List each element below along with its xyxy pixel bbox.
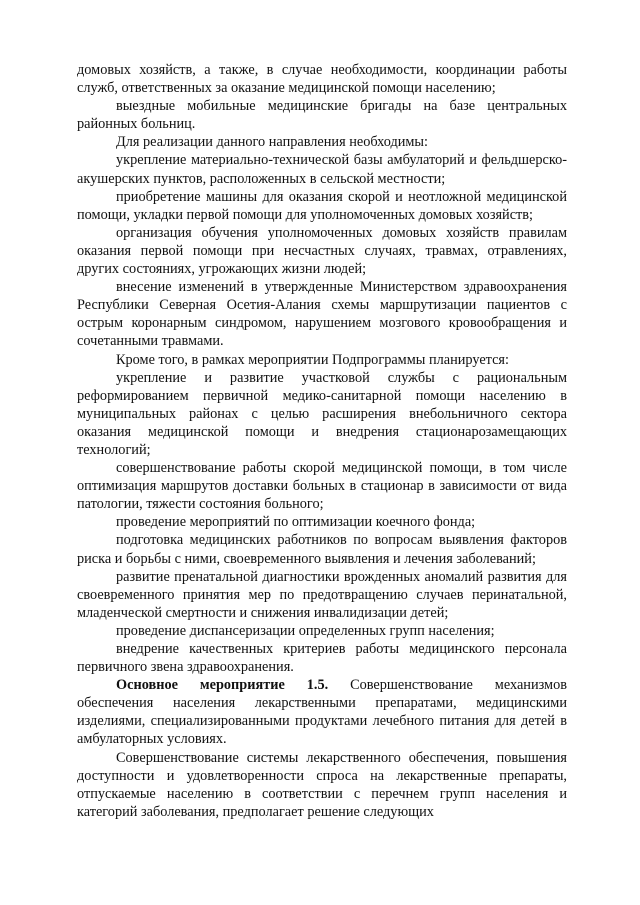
paragraph-6: организация обучения уполномоченных домовых хозяйств правилам оказания первой помощи при несчастных случаях, травмах, отравлениях, других состояниях, угрожающих жизни людей; [77,224,567,278]
paragraph-15: внедрение качественных критериев работы медицинского персонала первичного звена здравоохранения. [77,641,567,676]
paragraph-10: совершенствование работы скорой медицинской помощи, в том числе оптимизация маршрутов доставки больных в стационар в зависимости от вида патологии, тяжести состояния больного; [77,460,567,513]
paragraph-8: Кроме того, в рамках мероприятии Подпрограммы планируется: [116,351,509,368]
measure-text: Совершенствование механизмов обеспечения населения лекарственными препаратами, медицинскими изделиями, специализированными продуктами лечебного питания для детей в амбулаторных условиях. [77,677,567,748]
paragraph-4: укрепление материально-технической базы амбулаторий и фельдшерско-акушерских пунктов, расположенных в сельской местности; [77,152,567,187]
paragraph-11: проведение мероприятий по оптимизации коечного фонда; [116,514,476,531]
paragraph-13: развитие пренатальной диагностики врожденных аномалий развития для своевременного принятия мер по предотвращению случаев перинатальной, младенческой смертности и снижения инвалидизации детей; [77,568,567,621]
paragraph-7: внесение изменений в утвержденные Министерством здравоохранения Республики Северная Осетия-Алания схемы маршрутизации пациентов с острым коронарным синдромом, нарушением мозгового кровообращения и сочетанными травмами. [77,279,567,350]
paragraph-14: проведение диспансеризации определенных групп населения; [116,622,495,639]
measure-paragraph [77,676,567,748]
paragraph-1: домовых хозяйств, а также, в случае необходимости, координации работы служб, ответственных за оказание медицинской помощи населению; [77,62,567,97]
closing-paragraph: Совершенствование системы лекарственного обеспечения, повышения доступности и удовлетворенности спроса на лекарственные препараты, отпускаемые населению в соответствии с перечнем групп населения и категорий заболевания, предполагает решение следующих [77,749,567,820]
paragraph-3: Для реализации данного направления необходимы: [116,134,428,151]
paragraph-9: укрепление и развитие участковой службы с рациональным реформированием первичной медико-санитарной помощи населению в муниципальных районах с целью расширения внебольничного сектора оказания медицинской помощи и внедрения стационарозамещающих технологий; [77,369,567,458]
paragraph-5: приобретение машины для оказания скорой и неотложной медицинской помощи, укладки первой помощи для уполномоченных домовых хозяйств; [77,188,567,223]
paragraph-2: выездные мобильные медицинские бригады на базе центральных районных больниц. [77,98,567,133]
document-body [77,61,567,821]
measure-heading: Основное мероприятие 1.5. [116,677,329,694]
paragraph-12: подготовка медицинских работников по вопросам выявления факторов риска и борьбы с ними, своевременного выявления и лечения заболеваний; [77,532,567,567]
